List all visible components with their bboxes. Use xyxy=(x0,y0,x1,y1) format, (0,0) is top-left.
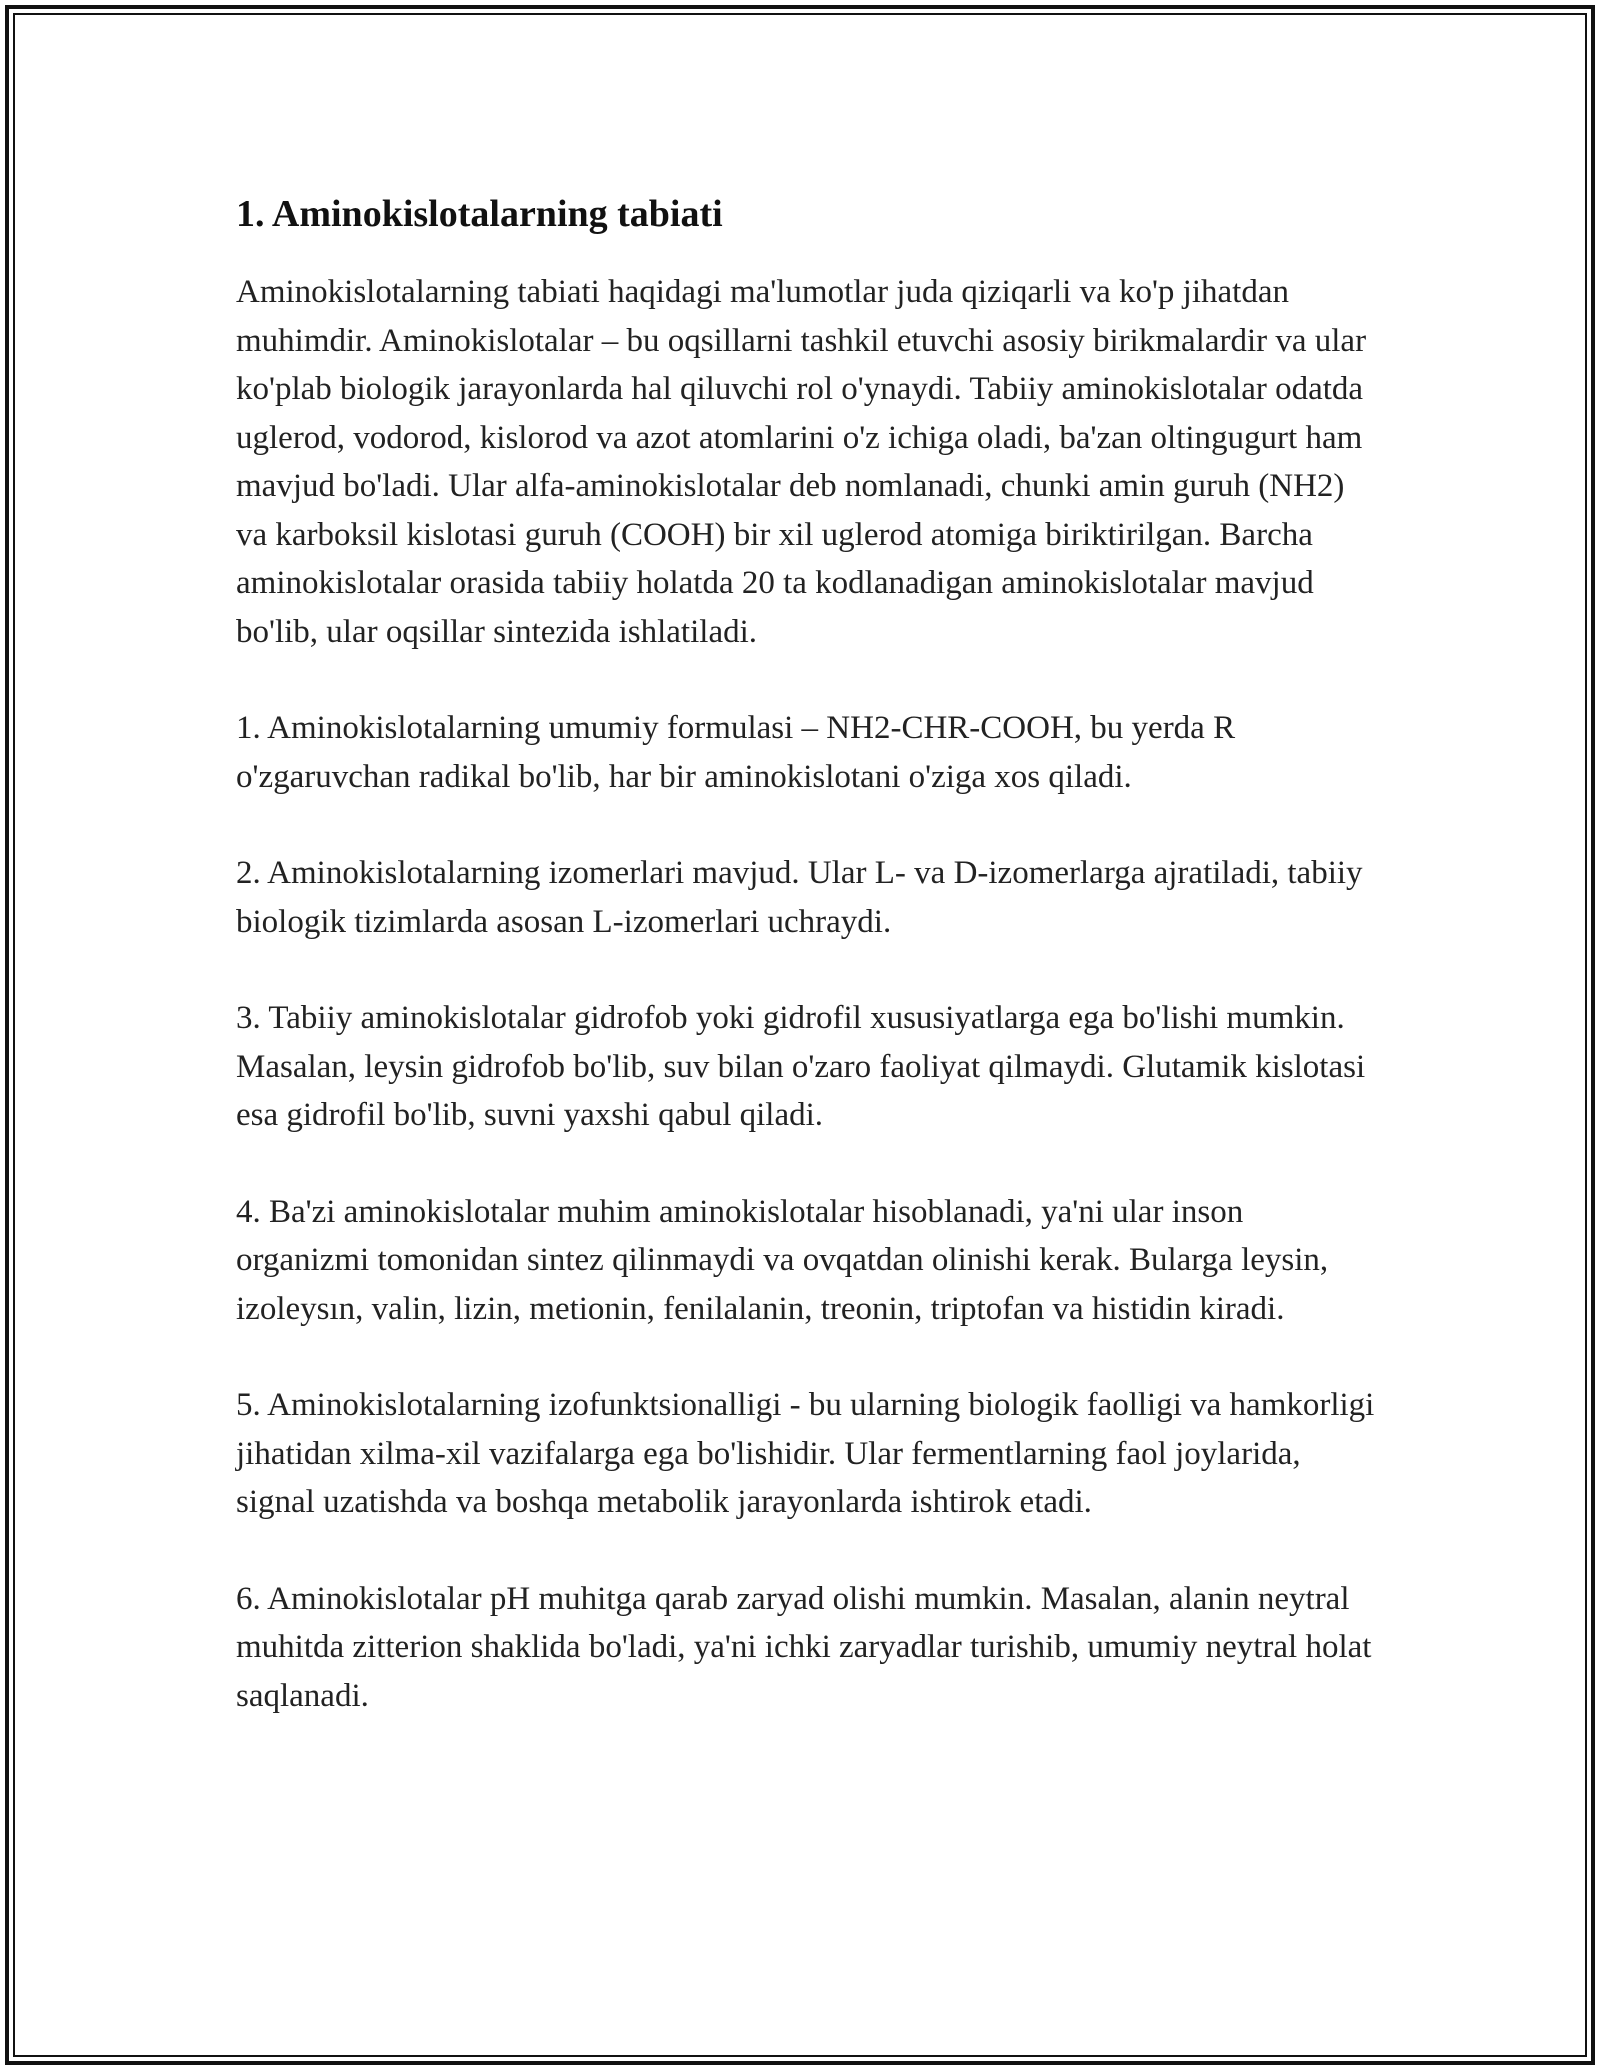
section-heading: 1. Aminokislotalarning tabiati xyxy=(236,193,723,235)
list-item-1: 1. Aminokislotalarning umumiy formulasi – NH2-CHR-COOH, bu yerda R o'zgaruvchan radikal bo'lib, har bir aminokislotani o'ziga xos qiladi. xyxy=(236,710,1236,795)
list-item-6: 6. Aminokislotalar pH muhitga qarab zaryad olishi mumkin. Masalan, alanin neytral muhitda zitterion shaklida bo'ladi, ya'ni ichki zaryadlar turishib, umumiy neytral holat saqlanadi. xyxy=(236,1580,1372,1714)
list-item-3: 3. Tabiiy aminokislotalar gidrofob yoki gidrofil xususiyatlarga ega bo'lishi mumkin. Masalan, leysin gidrofob bo'lib, suv bilan o'zaro faoliyat qilmaydi. Glutamik kislotasi esa gidrofil bo'lib, suvni yaxshi qabul qiladi. xyxy=(236,1000,1366,1133)
list-item-2: 2. Aminokislotalarning izomerlari mavjud. Ular L- va D-izomerlarga ajratiladi, tabiiy biologik tizimlarda asosan L-izomerlari uchraydi. xyxy=(236,855,1363,940)
intro-paragraph: Aminokislotalarning tabiati haqidagi ma'lumotlar juda qiziqarli va ko'p jihatdan muhimdir. Aminokislotalar – bu oqsillarni tashkil etuvchi asosiy birikmalardir va ular ko'plab biologik jarayonlarda hal qiluvchi rol o'ynaydi. Tabiiy aminokislotalar odatda uglerod, vodorod, kislorod va azot atomlarini o'z ichiga oladi, ba'zan oltingugurt ham mavjud bo'ladi. Ular alfa-aminokislotalar deb nomlanadi, chunki amin guruh (NH2) va karboksil kislotasi guruh (COOH) bir xil uglerod atomiga biriktirilgan. Barcha aminokislotalar orasida tabiiy holatda 20 ta kodlanadigan aminokislotalar mavjud bo'lib, ular oqsillar sintezida ishlatiladi. xyxy=(236,274,1367,650)
list-item-4: 4. Ba'zi aminokislotalar muhim aminokislotalar hisoblanadi, ya'ni ular inson organizmi tomonidan sintez qilinmaydi va ovqatdan olinishi kerak. Bularga leysin, izoleysın, valin, lizin, metionin, fenilalanin, treonin, triptofan va histidin kiradi. xyxy=(236,1193,1329,1327)
document-body xyxy=(236,188,1376,1720)
list-item-5: 5. Aminokislotalarning izofunktsionalligi - bu ularning biologik faolligi va hamkorligi jihatidan xilma-xil vazifalarga ega bo'lishidir. Ular fermentlarning faol joylarida, signal uzatishda va boshqa metabolik jarayonlarda ishtirok etadi. xyxy=(236,1387,1375,1520)
